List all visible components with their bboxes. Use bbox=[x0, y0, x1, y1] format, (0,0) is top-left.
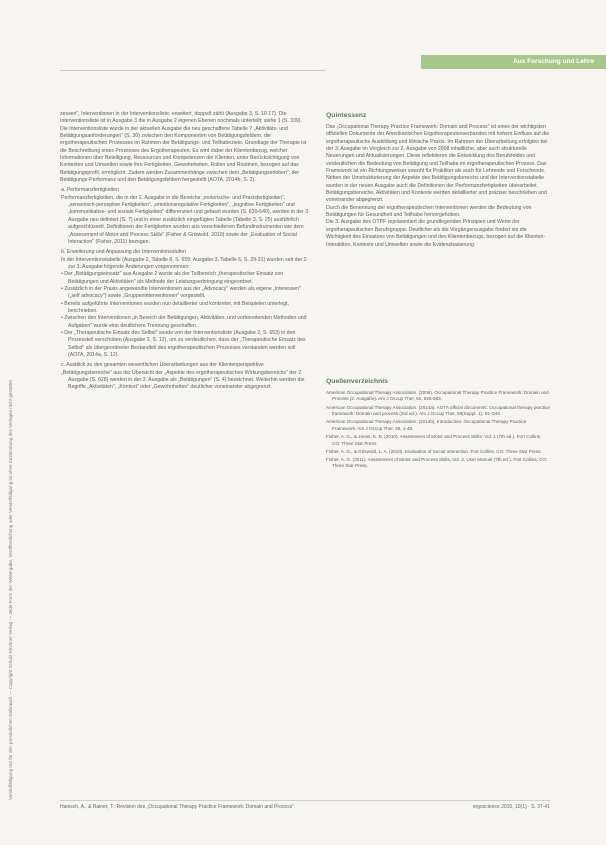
body-paragraph: In der Interventionstabelle (Ausgabe 2, Tabelle 8, S. 659; Ausgabe 3, Tabelle 6, S. 29-31) wurden seit der 2. zur 3. Ausgabe folgende Änderungen vorgenommen: bbox=[61, 256, 308, 270]
body-paragraph: „Betätigungsbereiche" aus der Übersicht der „Aspekte des ergotherapeutischen Wirkungsbereichs" der 2. Ausgabe (S. 628) werden in der 3. Ausgabe als „Betätigungen" (S. 4) bezeichnet. Weiterhin werden die Begriffe „Aktivitäten", „Kontext" oder „Gewohnheiten" deutlicher voneinander abgegrenzt. bbox=[61, 369, 305, 391]
reference-item: Fisher, A. G., & Griswold, L. A. (2010). Evaluation of Social Interaction. Fort Collins, CO: Three Star Press. bbox=[326, 448, 542, 454]
body-paragraph: Performanzfertigkeiten, die in der 2. Ausgabe in die Bereiche „motorische- und Praxisfertigkeiten", „sensorisch-perzeptive Fertigkeiten", „emotionsregulative Fertigkeiten", „kognitive Fertigkeiten" und „kommunikative- und soziale Fertigkeiten" differenziert und gefasst wurden (S. 639-640), werden in der 3. Ausgabe neu definiert (S. 7) und in einer zusätzlich eingefügten Tabelle (Tabelle 3, S. 25) ausführlich aufgeschlüsselt. Definitionen der Fertigkeiten wurden aus verschiedenen Befundinstrumenten wie dem „Assessment of Motor and Process Skills" (Fisher & Griswold, 2010) sowie der „Evaluation of Social Interaction" (Fisher, 2011) bezogen. bbox=[61, 194, 310, 245]
subsection-heading: b. Erweiterung und Anpassung der Interventionsstufen bbox=[61, 249, 186, 256]
left-column bbox=[60, 111, 310, 786]
summary-paragraph: Durch die Benennung der ergotherapeutischen Interventionen werden die Bedeutung von Betätigungen für Gesundheit und Teilhabe hervorgehoben. bbox=[326, 204, 532, 219]
copyright-side-note bbox=[5, 80, 17, 800]
list-item: • Der „Therapeutische Einsatz des Selbst" wurde von der Interventionsliste (Ausgabe 2, S. 653) in den Prozessteil verschoben (Ausgabe 3, S. 12), um zu verdeutlichen, dass der „Therapeutische Einsatz des Selbst" als übergeordneter Bestandteil des ergotherapeutischen Prozesses verstanden werden soll (AOTA, 2014a, S. 12). bbox=[61, 329, 306, 358]
summary-paragraph: Neben der Umstrukturierung der Aspekte des Betätigungsbereichs und der Interventionstabelle wurden in der neuen Ausgabe auch die Definitionen der Performanzfertigkeiten überarbeitet. Betätigungsbereiche, Aktivitäten und Kontexte werden detaillierter und präziser beschrieben und voneinander abgegrenzt. bbox=[326, 175, 547, 204]
summary-paragraph: Die 3. Ausgabe des OTPF repräsentiert die grundlegenden Prinzipien und Werte der ergotherapeutischen Berufsgruppe. Deutlicher als die Vorgängerausgabe fördert sie die Wichtigkeit des Einsatzes von Betätigungen und des Klientenbezugs, bezogen auf die Klienten-Interaktion, Kontexte und Umwelten sowie die Evidenzbasierung. bbox=[326, 219, 546, 248]
header-rule bbox=[60, 70, 326, 71]
column-spacer bbox=[326, 249, 550, 377]
list-item: • Der „Betätigungseinsatz" aus Ausgabe 2 wurde als der Teilbereich „therapeutischer Einsatz von Betätigungen und Aktivitäten" als Methode der Leistungserbringung eingeordnet. bbox=[61, 271, 284, 285]
references-list bbox=[326, 390, 550, 470]
list-item: • Zusätzlich in der Praxis angewandte Interventionen aus der „Advocacy" werden als eigene „Interessen" („self advocacy") sowie „Gruppeninterventionen" vorgestellt. bbox=[61, 285, 301, 300]
footer-journal: ergoscience 2015, 10(1) · S. 37-41 bbox=[472, 804, 550, 810]
subsection-heading: a. Performanzfertigkeiten bbox=[61, 187, 119, 194]
reference-item: American Occupational Therapy Association. (2014b). Introduction: Occupational Therapy Practice Framework. Am J Occup Ther, 68, 1-48. bbox=[326, 419, 527, 431]
body-list bbox=[60, 187, 310, 391]
subsection-heading: c. Ausblick zu den gesamten wesentlichen Überarbeitungen aus der Klientenperspektive bbox=[61, 362, 264, 369]
footer-rule bbox=[60, 800, 550, 801]
list-item: • Zwischen den Interventionen „in Bereich der Betätigungen, Aktivitäten, und vorbereitenden Methoden und Aufgaben" wurde eine deutlichere Trennung geschaffen. bbox=[61, 315, 307, 329]
section-header-tab: Aus Forschung und Lehre bbox=[421, 55, 606, 69]
reference-item: American Occupational Therapy Association. (2008). Occupational Therapy Practice Framework: Domain and Process (2. Ausgabe). Am J Occup Ther, 62, 625-683. bbox=[326, 389, 549, 402]
reference-item: Fisher, A. G. (2011). Assessment of Motor and Process Skills, Vol. 2. User Manual (7th ed.). Fort Collins, CO: Three Star Press. bbox=[326, 456, 548, 469]
reference-item: Fisher, A. G., & Jones, K. B. (2010). Assessment of Motor and Process Skills: Vol. 1 (7th ed.). Fort Collins, CO: Three Star Press. bbox=[326, 433, 542, 446]
summary-paragraph: Das „Occupational Therapy Practice Framework: Domain and Process" ist eines der wichtigsten offiziellen Dokumente der Amerikanischen Ergotherapeutenverbandes mit hohem Einfluss auf die ergotherapeutische Ausbildung und klinische Praxis. Im Rahmen der Überarbeitung erfolgten bei der 3. Ausgabe im Vergleich zur 2. Ausgabe von 2008 inhaltliche, aber auch strukturelle Neuerungen und Aktualisierungen. Diese reflektieren die Entwicklung des Berufsfeldes und verdeutlichen die Bedeutung von Betätigung und Teilhabe im ergotherapeutischen Prozess. Das Framework ist ein Richtungsweiser sowohl für Praktiker als auch für Lehrende und Forschende. bbox=[326, 124, 550, 175]
summary-heading: Quintessenz bbox=[326, 112, 367, 119]
body-paragraph: zessen", Interventionen in der Interventionsliste, erweitert, doppelt zählt (Ausgabe 3, S. 10 17). Die Interventionsliste ist in Ausgabe 3 die in Ausgabe 2 eigenen Ebenen nochmals unterteilt; siehe 1 (S. 339). Die Interventionsliste wurde in der aktuellen Ausgabe die neu geschaffene Tabelle 7 „Aktivitäts- und Betätigungsanforderungen" (S. 30) zwischen den Komponenten von Betätigungsfeldern, die ergotherapeutischen Prozesses im Rahmen der Betätigungs- und Teilhabeziele. Grundlage der Therapie ist die Beschreibung eines Prozesses des Ergotherapeuten. Es wird dabei der Klientenbezug, welcher Informationen über Beteiligung, Ressourcen und Kompetenzen der Klienten, unter Berücksichtigung von Kontexten und Umwelten sowie ihre Fertigkeiten, Gewohnheiten, Rollen und Routinen, bezogen auf das Betätigungsprofil, ermöglicht. Zudem werden Zusammenhänge zwischen dem „Betätigungserleben", der Betätigungs-Performanz und den Betätigungsfeldern hergestellt (AOTA, 2014b, S. 2). bbox=[60, 111, 307, 184]
reference-item: American Occupational Therapy Association. (2014a). AOTA official documents: Occupational therapy practice framework: Domain and process (3rd ed.). Am J Occup Ther, 68(Suppl. 1), S1-S48. bbox=[326, 404, 550, 417]
copyright-side-text: Vervielfältigung nur für den persönlichen Gebrauch — Copyright Schulz-Kirchner Verlag — Jede Form der Weitergabe, Veröffentlichung oder Vervielfältigung ist ohne Zustimmung des Verlages nicht gestattet bbox=[8, 380, 13, 800]
footer-citation: Hanisch, A., & Rainer, T.: Revision des „Occupational Therapy Practice Framework: Domain and Process" bbox=[60, 804, 294, 810]
list-item: • Bereits aufgeführte Interventionen wurden nun detaillierter und konkreter, mit Beispielen unterlegt, beschrieben. bbox=[61, 300, 289, 314]
right-column bbox=[326, 111, 550, 786]
references-heading: Quellenverzeichnis bbox=[326, 377, 388, 385]
